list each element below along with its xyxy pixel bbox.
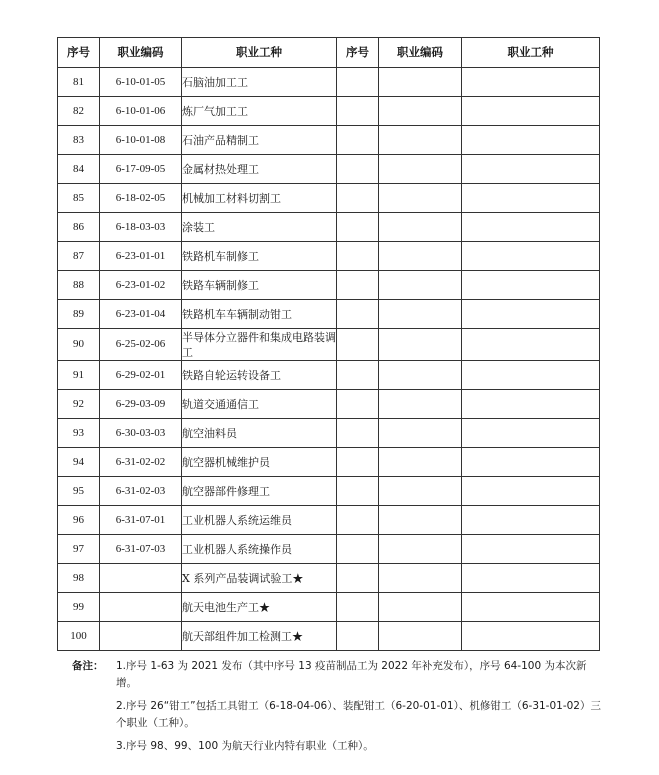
- row-name-right-empty: [462, 564, 600, 593]
- row-number: 81: [58, 68, 100, 97]
- row-name-right-empty: [462, 361, 600, 390]
- row-code-right-empty: [379, 361, 462, 390]
- row-name: X 系列产品装调试验工★: [182, 564, 337, 593]
- row-name: 炼厂气加工工: [182, 97, 337, 126]
- table-row: [58, 419, 600, 448]
- row-code: 6-31-07-01: [100, 506, 182, 535]
- row-code-right-empty: [379, 242, 462, 271]
- occupation-table: [57, 37, 600, 651]
- row-name: 铁路机车制修工: [182, 242, 337, 271]
- row-name-right-empty: [462, 535, 600, 564]
- table-row: [58, 593, 600, 622]
- row-code: 6-31-07-03: [100, 535, 182, 564]
- row-code: 6-10-01-05: [100, 68, 182, 97]
- row-code-right-empty: [379, 448, 462, 477]
- row-number-right-empty: [337, 68, 379, 97]
- table-row: [58, 97, 600, 126]
- row-number-right-empty: [337, 564, 379, 593]
- row-code: 6-29-03-09: [100, 390, 182, 419]
- row-name-right-empty: [462, 390, 600, 419]
- table-row: [58, 184, 600, 213]
- row-name: 轨道交通通信工: [182, 390, 337, 419]
- note-2-text: 2.序号 26“钳工”包括工具钳工（6-18-04-06）、装配钳工（6-20-01-01）、机修钳工（6-31-01-02）三个职业（工种）。: [116, 700, 601, 729]
- row-number: 100: [58, 622, 100, 651]
- header-name-right: 职业工种: [462, 38, 600, 68]
- table-row: [58, 535, 600, 564]
- row-number: 98: [58, 564, 100, 593]
- row-number-right-empty: [337, 242, 379, 271]
- row-number-right-empty: [337, 300, 379, 329]
- row-code-right-empty: [379, 477, 462, 506]
- table-row: [58, 506, 600, 535]
- row-name: 工业机器人系统操作员: [182, 535, 337, 564]
- row-name-right-empty: [462, 329, 600, 361]
- row-code: 6-10-01-06: [100, 97, 182, 126]
- row-name-right-empty: [462, 242, 600, 271]
- row-number-right-empty: [337, 390, 379, 419]
- row-code: [100, 593, 182, 622]
- row-name-right-empty: [462, 271, 600, 300]
- row-name-right-empty: [462, 300, 600, 329]
- row-number: 96: [58, 506, 100, 535]
- table-row: [58, 622, 600, 651]
- row-number-right-empty: [337, 329, 379, 361]
- row-code: 6-18-03-03: [100, 213, 182, 242]
- table-row: [58, 126, 600, 155]
- row-number: 97: [58, 535, 100, 564]
- row-number: 84: [58, 155, 100, 184]
- row-name-right-empty: [462, 448, 600, 477]
- row-name-right-empty: [462, 213, 600, 242]
- row-number-right-empty: [337, 419, 379, 448]
- row-name: 石脑油加工工: [182, 68, 337, 97]
- row-code-right-empty: [379, 593, 462, 622]
- row-number: 94: [58, 448, 100, 477]
- row-name: 半导体分立器件和集成电路装调工: [182, 329, 337, 361]
- table-row: [58, 213, 600, 242]
- row-name-right-empty: [462, 419, 600, 448]
- row-code-right-empty: [379, 97, 462, 126]
- row-code: [100, 622, 182, 651]
- row-number-right-empty: [337, 361, 379, 390]
- note-3-text: 3.序号 98、99、100 为航天行业内特有职业（工种）。: [116, 740, 374, 752]
- row-number-right-empty: [337, 155, 379, 184]
- row-name: 航天部组件加工检测工★: [182, 622, 337, 651]
- row-name-right-empty: [462, 477, 600, 506]
- table-row: [58, 329, 600, 361]
- row-name-right-empty: [462, 184, 600, 213]
- note-2: [72, 698, 602, 732]
- row-name: 铁路自轮运转设备工: [182, 361, 337, 390]
- table-row: [58, 390, 600, 419]
- table-header-row: [58, 38, 600, 68]
- row-name: 涂装工: [182, 213, 337, 242]
- table-row: [58, 300, 600, 329]
- row-name: 金属材热处理工: [182, 155, 337, 184]
- row-name: 航空器机械维护员: [182, 448, 337, 477]
- row-name-right-empty: [462, 593, 600, 622]
- row-code: 6-30-03-03: [100, 419, 182, 448]
- row-name: 航天电池生产工★: [182, 593, 337, 622]
- row-name-right-empty: [462, 126, 600, 155]
- table-row: [58, 155, 600, 184]
- table-row: [58, 564, 600, 593]
- row-code-right-empty: [379, 390, 462, 419]
- row-code: 6-29-02-01: [100, 361, 182, 390]
- row-name: 航空器部件修理工: [182, 477, 337, 506]
- row-number-right-empty: [337, 593, 379, 622]
- row-code-right-empty: [379, 564, 462, 593]
- row-name: 工业机器人系统运维员: [182, 506, 337, 535]
- row-number: 89: [58, 300, 100, 329]
- row-name: 机械加工材料切割工: [182, 184, 337, 213]
- row-number-right-empty: [337, 213, 379, 242]
- row-number-right-empty: [337, 448, 379, 477]
- row-code-right-empty: [379, 213, 462, 242]
- row-number: 99: [58, 593, 100, 622]
- table-row: [58, 68, 600, 97]
- row-code: 6-23-01-04: [100, 300, 182, 329]
- note-3: [72, 738, 602, 755]
- row-code-right-empty: [379, 506, 462, 535]
- row-code: 6-31-02-02: [100, 448, 182, 477]
- row-name-right-empty: [462, 155, 600, 184]
- row-number: 86: [58, 213, 100, 242]
- row-number: 87: [58, 242, 100, 271]
- row-number: 83: [58, 126, 100, 155]
- table-row: [58, 242, 600, 271]
- header-no-right: 序号: [337, 38, 379, 68]
- header-name-left: 职业工种: [182, 38, 337, 68]
- row-name-right-empty: [462, 506, 600, 535]
- header-code-left: 职业编码: [100, 38, 182, 68]
- row-name: 铁路车辆制修工: [182, 271, 337, 300]
- row-code-right-empty: [379, 300, 462, 329]
- header-no-left: 序号: [58, 38, 100, 68]
- row-number-right-empty: [337, 184, 379, 213]
- row-number-right-empty: [337, 97, 379, 126]
- row-code-right-empty: [379, 271, 462, 300]
- notes-block: [72, 658, 602, 755]
- row-name-right-empty: [462, 97, 600, 126]
- row-code: 6-31-02-03: [100, 477, 182, 506]
- row-number: 85: [58, 184, 100, 213]
- table-row: [58, 448, 600, 477]
- row-name-right-empty: [462, 68, 600, 97]
- row-number-right-empty: [337, 622, 379, 651]
- row-number-right-empty: [337, 271, 379, 300]
- header-code-right: 职业编码: [379, 38, 462, 68]
- row-number-right-empty: [337, 477, 379, 506]
- row-code-right-empty: [379, 535, 462, 564]
- row-number: 95: [58, 477, 100, 506]
- row-number: 90: [58, 329, 100, 361]
- row-number-right-empty: [337, 126, 379, 155]
- table-row: [58, 477, 600, 506]
- row-code-right-empty: [379, 155, 462, 184]
- note-1: [72, 658, 602, 692]
- row-code-right-empty: [379, 419, 462, 448]
- table-row: [58, 271, 600, 300]
- row-code-right-empty: [379, 329, 462, 361]
- row-number-right-empty: [337, 535, 379, 564]
- row-code: 6-18-02-05: [100, 184, 182, 213]
- table-row: [58, 361, 600, 390]
- notes-label: 备注：: [72, 660, 104, 672]
- row-code-right-empty: [379, 184, 462, 213]
- row-name-right-empty: [462, 622, 600, 651]
- row-name: 航空油料员: [182, 419, 337, 448]
- row-number: 88: [58, 271, 100, 300]
- row-name: 石油产品精制工: [182, 126, 337, 155]
- note-1-text: 1.序号 1-63 为 2021 发布（其中序号 13 疫苗制品工为 2022 年补充发布），序号 64-100 为本次新增。: [116, 660, 587, 689]
- row-code: 6-23-01-01: [100, 242, 182, 271]
- row-code: 6-23-01-02: [100, 271, 182, 300]
- row-code-right-empty: [379, 622, 462, 651]
- row-number: 92: [58, 390, 100, 419]
- row-code-right-empty: [379, 68, 462, 97]
- row-number: 93: [58, 419, 100, 448]
- row-number: 82: [58, 97, 100, 126]
- row-code: 6-25-02-06: [100, 329, 182, 361]
- row-number-right-empty: [337, 506, 379, 535]
- row-code-right-empty: [379, 126, 462, 155]
- row-name: 铁路机车车辆制动钳工: [182, 300, 337, 329]
- row-number: 91: [58, 361, 100, 390]
- row-code: 6-17-09-05: [100, 155, 182, 184]
- row-code: [100, 564, 182, 593]
- row-code: 6-10-01-08: [100, 126, 182, 155]
